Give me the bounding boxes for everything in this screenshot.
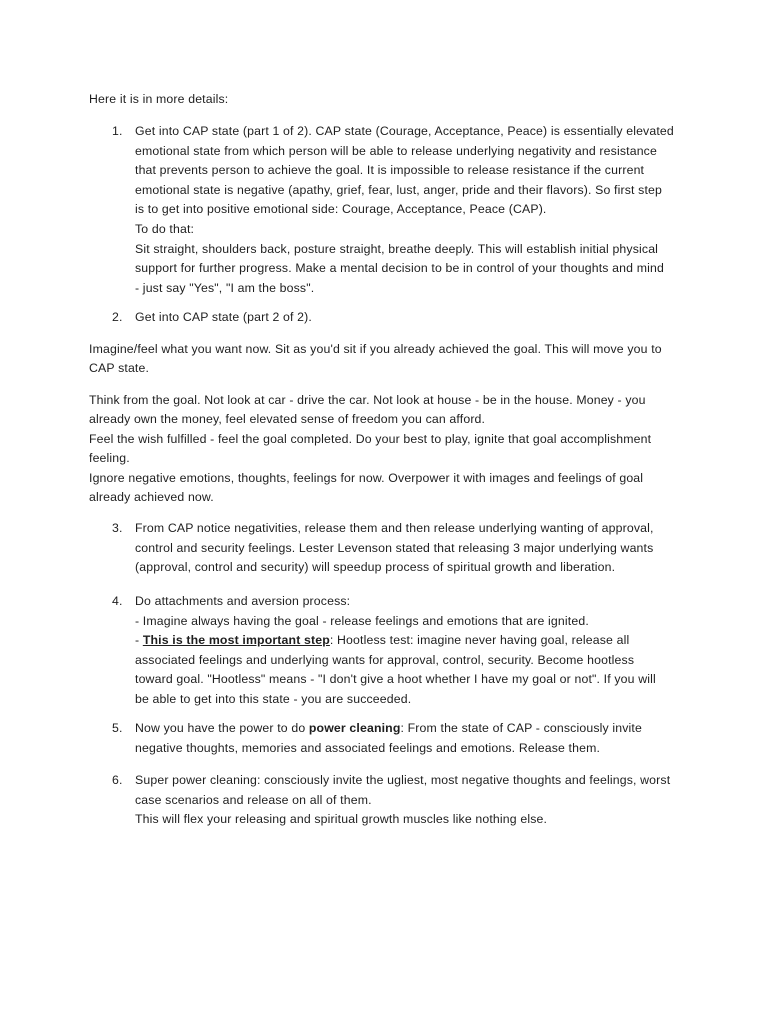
list-item-line: support for further progress. Make a mental decision to be in control of your thoughts and mind: [135, 261, 664, 276]
emphasis-power-cleaning: power cleaning: [308, 721, 401, 735]
list-item-body: [135, 122, 695, 298]
list-item-line: Super power cleaning: consciously invite the ugliest, most negative thoughts and feelings, worst: [135, 773, 671, 787]
list-item-line: - Imagine always having the goal - release feelings and emotions that are ignited.: [135, 613, 589, 628]
list-item-number: 3.: [112, 521, 123, 535]
list-item-line: [135, 719, 695, 739]
list-item-number: 4.: [112, 594, 123, 608]
paragraph-think-line: already achieved now.: [89, 490, 214, 504]
list-item-line: emotional state from which person will be able to release underlying negativity and resistance: [135, 143, 657, 158]
list-item-line: toward goal. "Hootless" means - "I don't give a hoot whether I have my goal or not". If you will: [135, 672, 656, 687]
list-item-number: 6.: [112, 773, 123, 787]
paragraph-think-line: Think from the goal. Not look at car - drive the car. Not look at house - be in the house. Money - you: [89, 393, 646, 407]
list-item-line: that prevents person to achieve the goal. It is impossible to release resistance if the current: [135, 163, 645, 178]
list-item-number: 1.: [112, 124, 123, 138]
list-item-body: [135, 519, 695, 578]
paragraph-imagine-line: Imagine/feel what you want now. Sit as you'd sit if you already achieved the goal. This will move you to: [89, 342, 662, 356]
list-item-line: emotional state is negative (apathy, grief, fear, lust, anger, pride and their flavors). So first step: [135, 182, 663, 197]
list-item-line: case scenarios and release on all of them.: [135, 792, 372, 807]
paragraph-imagine-line: CAP state.: [89, 361, 150, 375]
list-item-body: [135, 592, 695, 710]
dash-prefix: -: [135, 633, 143, 648]
list-item-line: associated feelings and underlying wants for approval, control, security. Become hootless: [135, 652, 635, 667]
list-item-line: Do attachments and aversion process:: [135, 594, 351, 608]
list-item-number: 5.: [112, 721, 123, 735]
list-item-line: (approval, control and security) will speedup process of spiritual growth and liberation.: [135, 560, 616, 575]
list-item-line: Sit straight, shoulders back, posture straight, breathe deeply. This will establish initial physical: [135, 241, 659, 256]
list-item-line: is to get into positive emotional side: Courage, Acceptance, Peace (CAP).: [135, 202, 547, 217]
list-item-line: Get into CAP state (part 1 of 2). CAP state (Courage, Acceptance, Peace) is essentially elevated: [135, 124, 674, 138]
list-item-line: [135, 631, 695, 651]
list-item-line: control and security feelings. Lester Levenson stated that releasing 3 major underlying wants: [135, 540, 654, 555]
list-item-line: From CAP notice negativities, release them and then release underlying wanting of approval,: [135, 521, 654, 535]
list-item-line: negative thoughts, memories and associated feelings and emotions. Release them.: [135, 740, 601, 755]
emphasis-most-important-step: This is the most important step: [142, 633, 330, 648]
paragraph-think-line: Ignore negative emotions, thoughts, feelings for now. Overpower it with images and feelings of goal: [89, 471, 644, 485]
intro-text: Here it is in more details:: [89, 92, 229, 106]
line-rest: : Hootless test: imagine never having goal, release all: [329, 633, 630, 648]
list-item-line: - just say "Yes", "I am the boss".: [135, 280, 315, 295]
list-item-body: [135, 308, 695, 328]
list-item-line: To do that:: [135, 221, 195, 236]
paragraph-think-line: already own the money, feel elevated sense of freedom you can afford.: [89, 412, 486, 426]
list-item-line: This will flex your releasing and spiritual growth muscles like nothing else.: [135, 812, 548, 827]
list-item-body: [135, 771, 695, 830]
list-item-body: [135, 719, 695, 758]
line-rest: : From the state of CAP - consciously invite: [400, 721, 642, 735]
list-item-line: be able to get into this state - you are succeeded.: [135, 691, 412, 706]
list-item-number: 2.: [112, 310, 123, 324]
list-item-line: Get into CAP state (part 2 of 2).: [135, 310, 312, 324]
line-prefix: Now you have the power to do: [135, 721, 309, 735]
paragraph-think-line: feeling.: [89, 451, 130, 465]
paragraph-think-line: Feel the wish fulfilled - feel the goal completed. Do your best to play, ignite that goal accomplishment: [89, 432, 652, 446]
